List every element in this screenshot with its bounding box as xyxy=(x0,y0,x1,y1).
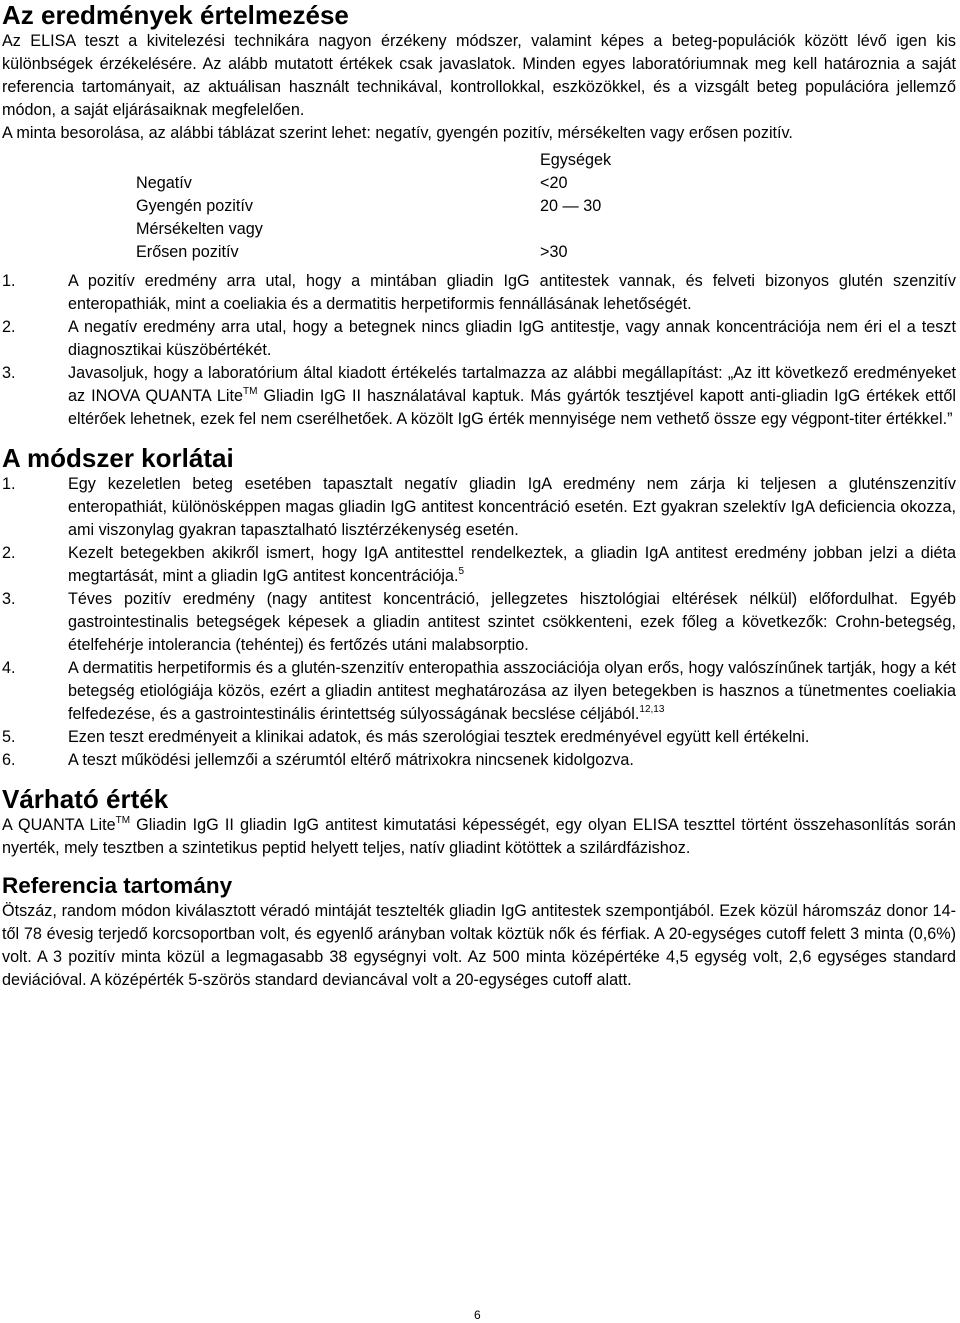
list-item-text: Ezen teszt eredményeit a klinikai adatok, és más szerológiai tesztek eredményével együtt kell értékelni. xyxy=(68,728,810,746)
list-item-number: 5. xyxy=(2,728,16,746)
page-number: 6 xyxy=(474,1308,481,1322)
list-item-number: 3. xyxy=(2,590,16,608)
list-item xyxy=(2,749,956,772)
results-paragraph-1: Az ELISA teszt a kivitelezési technikára nagyon érzékeny módszer, valamint képes a beteg-populációk között lévő igen kis különbségek érzékelésére. Az alább mutatott értékek csak javaslatok. Minden egyes laboratóriumnak meg kell határoznia a saját referencia tartományait, az aktuálisan használt technikával, kontrollokkal, eszközökkel, és a vizsgált beteg populációra jellemző módon, a saját eljárásaiknak megfelelően. xyxy=(2,32,956,119)
list-item-number: 2. xyxy=(2,544,16,562)
reference-range-paragraph: Ötszáz, random módon kiválasztott véradó mintáját tesztelték gliadin IgG antitestek szempontjából. Ezek közül háromszáz donor 14-től 78 évesig terjedő korcsoportban volt, és egyenlő arányban voltak köztük nők és férfiak. A 20-egységes cutoff felett 3 minta (0,6%) volt. A 3 pozitív minta közül a legmagasabb 38 egységnyi volt. Az 500 minta középértéke 4,5 egység volt, 2,6 egységes standard deviációval. A középérték 5-szörös standard deviancával volt a 20-egységes cutoff alatt. xyxy=(2,902,956,989)
list-item-text: Gliadin IgG II használatával kaptuk. Más gyártók tesztjével kapott anti-gliadin IgG értékek ettől eltérőek lehetnek, ezek fel nem cserélhetőek. A közölt IgG érték mennyisége nem vethető össze egy végpont-titer értékkel.” xyxy=(68,387,957,428)
table-header-row xyxy=(136,149,956,172)
table-cell-label: Gyengén pozitív xyxy=(136,197,253,215)
list-item xyxy=(2,362,956,431)
table-row xyxy=(136,241,956,264)
list-item-text: Egy kezeletlen beteg esetében tapasztalt negatív gliadin IgA eredmény nem zárja ki teljesen a gluténszenzitív enteropathiát, különösképpen magas gliadin IgG antitest koncentráció esetén. Ezt gyakran szelektív IgA deficiencia okozza, ami viszonylag gyakran tapasztalható lisztérzékenység esetén. xyxy=(68,475,956,539)
results-list xyxy=(2,270,956,431)
limitations-list xyxy=(2,473,956,772)
list-item-text: Kezelt betegekben akikről ismert, hogy IgA antitesttel rendelkeztek, a gliadin IgA antitest eredmény jobban jelzi a diéta megtartását, mint a gliadin IgG antitest koncentrációja. xyxy=(68,544,956,585)
list-item-number: 4. xyxy=(2,659,16,677)
paragraph-text: Gliadin IgG II gliadin IgG antitest kimutatási képességét, egy olyan ELISA teszttel történt összehasonlítás során nyerték, mely tesztben a szintetikus peptid helyett teljes, natív gliadint kötöttek a szilárdfázishoz. xyxy=(2,816,956,857)
table-row xyxy=(136,195,956,218)
trademark-superscript: TM xyxy=(242,386,258,397)
list-item xyxy=(2,542,956,588)
reference-superscript: 5 xyxy=(458,566,465,577)
table-cell-label: Negatív xyxy=(136,174,192,192)
table-cell-value: 20 — 30 xyxy=(540,197,602,215)
table-cell-value xyxy=(540,218,680,241)
list-item-text: Téves pozitív eredmény (nagy antitest koncentráció, jellegzetes hisztológiai eltérések nélkül) előfordulhat. Egyéb gastrointestinalis betegségek képesek a gliadin antitest szintet csökkenteni, ezek főleg a következők: Crohn-betegség, ételfehérje intolerancia (tehéntej) és fertőzés utáni malabsorptio. xyxy=(68,590,956,654)
table-header-units: Egységek xyxy=(540,151,612,169)
list-item-text: A teszt működési jellemzői a szérumtól eltérő mátrixokra nincsenek kidolgozva. xyxy=(68,751,634,769)
list-item-text: A negatív eredmény arra utal, hogy a betegnek nincs gliadin IgG antitestje, vagy annak koncentrációja nem éri el a teszt diagnosztikai küszöbértékét. xyxy=(68,318,956,359)
classification-table xyxy=(136,149,956,264)
section-title-results: Az eredmények értelmezése xyxy=(2,0,349,30)
section-title-reference-range: Referencia tartomány xyxy=(2,873,233,898)
list-item xyxy=(2,657,956,726)
list-item-text: A pozitív eredmény arra utal, hogy a mintában gliadin IgG antitestek vannak, és felveti bizonyos glutén szenzitív enteropathiák, mint a coeliakia és a dermatitis herpetiformis fennállásának lehetőségét. xyxy=(68,272,956,313)
list-item xyxy=(2,588,956,657)
list-item xyxy=(2,726,956,749)
paragraph-text: A QUANTA Lite xyxy=(2,816,116,834)
list-item-number: 1. xyxy=(2,272,16,290)
table-cell-value: <20 xyxy=(540,174,568,192)
list-item-number: 3. xyxy=(2,364,16,382)
list-item xyxy=(2,473,956,542)
table-row xyxy=(136,172,956,195)
list-item-number: 6. xyxy=(2,751,16,769)
results-paragraph-2: A minta besorolása, az alábbi táblázat szerint lehet: negatív, gyengén pozitív, mérsékelten vagy erősen pozitív. xyxy=(2,124,793,142)
list-item-text: A dermatitis herpetiformis és a glutén-szenzitív enteropathia asszociációja olyan erős, hogy valószínűnek tartják, hogy a két betegség etiológiája közös, ezért a gliadin antitest meghatározása az ilyen betegekben is hasznos a tünetmentes coeliakia felfedezése, és a gastrointestinális érintettség súlyosságának becslése céljából. xyxy=(68,659,956,723)
list-item-number: 2. xyxy=(2,318,16,336)
trademark-superscript: TM xyxy=(115,815,131,826)
table-cell-label: Mérsékelten vagy xyxy=(136,220,263,238)
section-title-limitations: A módszer korlátai xyxy=(2,443,234,473)
table-row xyxy=(136,218,956,241)
list-item-number: 1. xyxy=(2,475,16,493)
list-item xyxy=(2,270,956,316)
table-cell-label: Erősen pozitív xyxy=(136,243,239,261)
reference-superscript: 12,13 xyxy=(639,704,665,715)
expected-value-paragraph xyxy=(2,814,956,860)
list-item xyxy=(2,316,956,362)
table-cell-value: >30 xyxy=(540,243,568,261)
list-item-text: Javasoljuk, hogy a laboratórium által kiadott értékelés tartalmazza az alábbi megállapítást: „Az itt következő eredményeket az INOVA QUANTA Lite xyxy=(68,364,956,405)
section-title-expected-value: Várható érték xyxy=(2,784,169,814)
